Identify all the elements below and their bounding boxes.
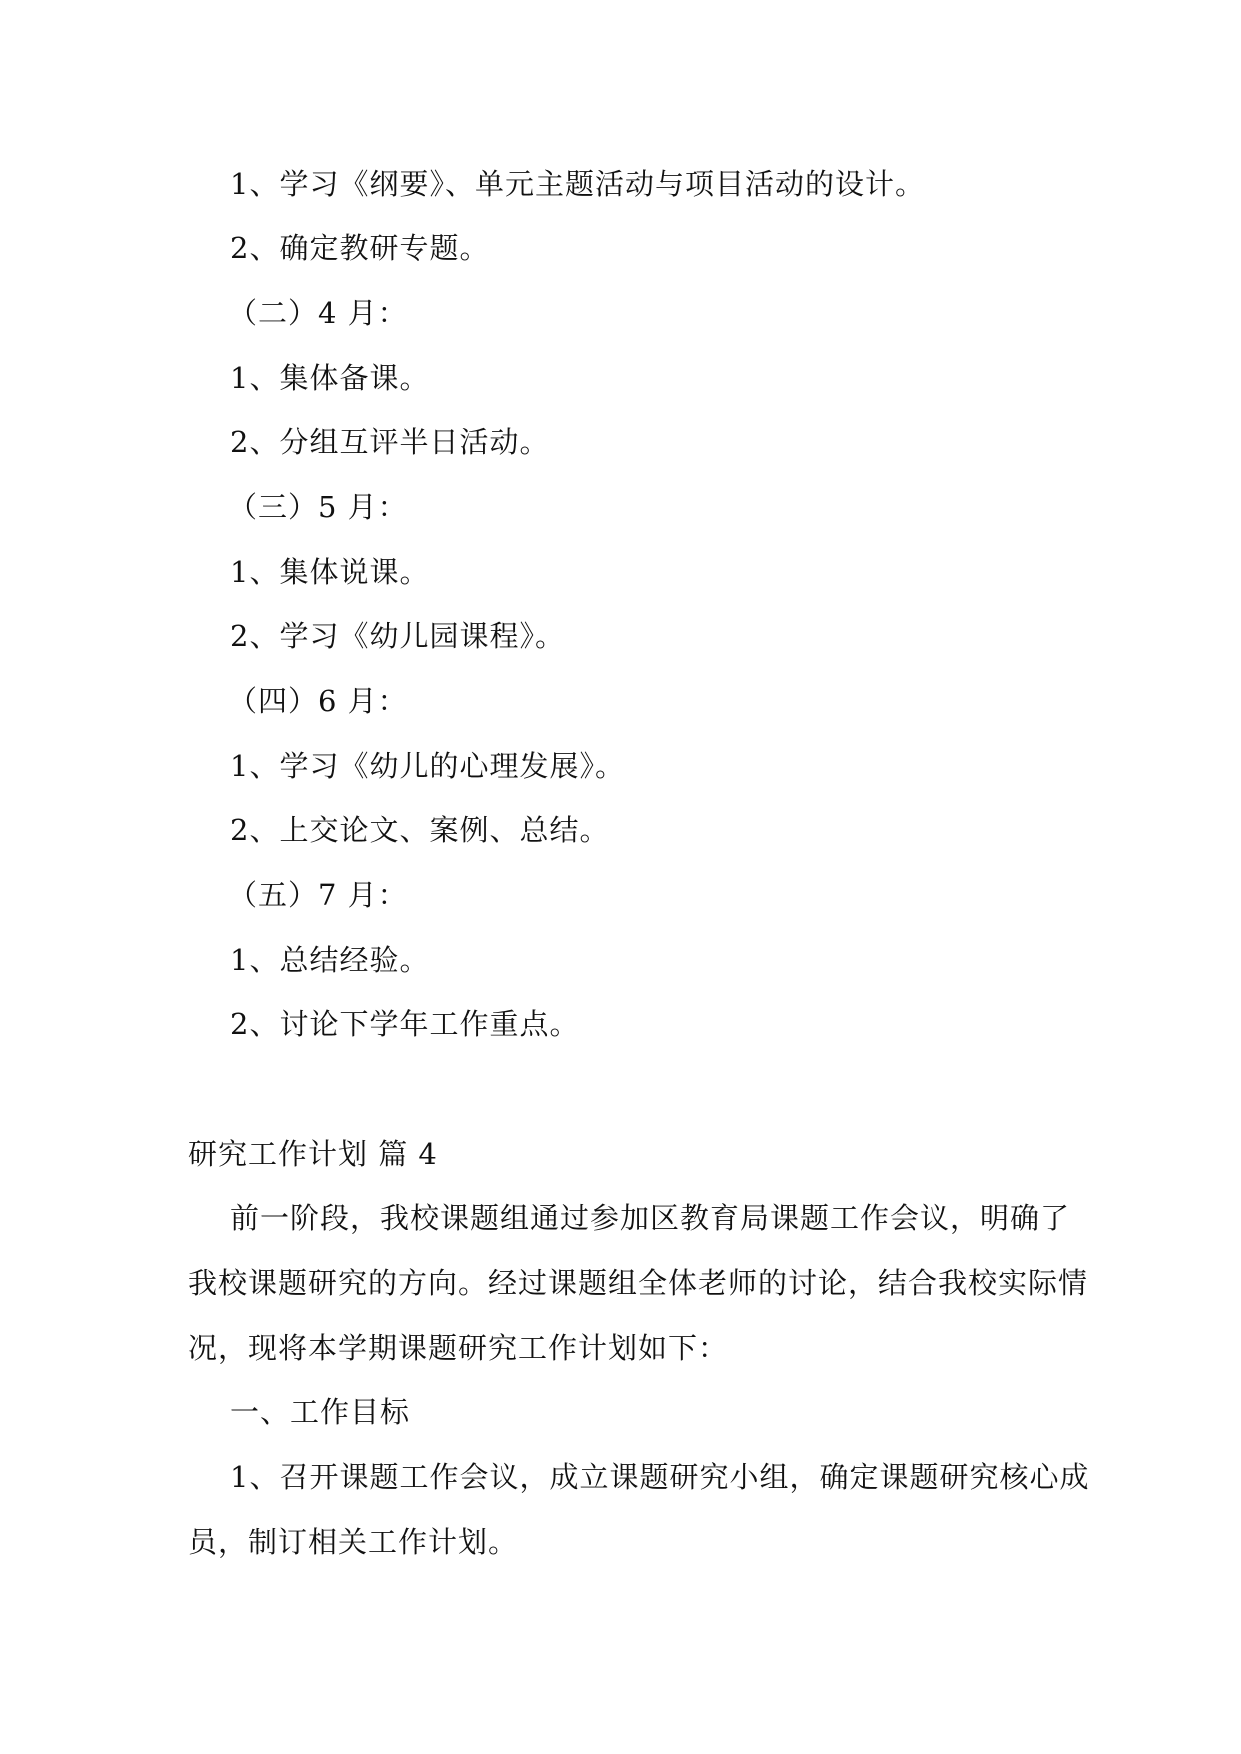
month-subheading: （二）4 月： bbox=[228, 296, 408, 330]
month-subheading: （三）5 月： bbox=[228, 490, 408, 524]
section-title: 研究工作计划 篇 4 bbox=[188, 1137, 438, 1171]
paragraph-line: 员，制订相关工作计划。 bbox=[188, 1525, 519, 1559]
list-item: 1、集体备课。 bbox=[230, 361, 430, 395]
paragraph-line: 我校课题研究的方向。经过课题组全体老师的讨论，结合我校实际情 bbox=[188, 1266, 1089, 1300]
list-item: 1、学习《幼儿的心理发展》。 bbox=[230, 749, 625, 783]
paragraph-line: 1、召开课题工作会议，成立课题研究小组，确定课题研究核心成 bbox=[230, 1460, 1090, 1494]
month-subheading: （五）7 月： bbox=[228, 878, 408, 912]
list-item: 2、学习《幼儿园课程》。 bbox=[230, 619, 565, 653]
section-heading: 一、工作目标 bbox=[230, 1395, 411, 1429]
list-item: 2、讨论下学年工作重点。 bbox=[230, 1007, 580, 1041]
paragraph-line: 况，现将本学期课题研究工作计划如下： bbox=[188, 1331, 729, 1365]
list-item: 2、分组互评半日活动。 bbox=[230, 425, 550, 459]
list-item: 1、总结经验。 bbox=[230, 943, 430, 977]
list-item: 1、学习《纲要》、单元主题活动与项目活动的设计。 bbox=[230, 167, 925, 201]
list-item: 1、集体说课。 bbox=[230, 555, 430, 589]
month-subheading: （四）6 月： bbox=[228, 684, 408, 718]
paragraph-line: 前一阶段，我校课题组通过参加区教育局课题工作会议，明确了 bbox=[230, 1201, 1071, 1235]
list-item: 2、确定教研专题。 bbox=[230, 231, 490, 265]
list-item: 2、上交论文、案例、总结。 bbox=[230, 813, 610, 847]
